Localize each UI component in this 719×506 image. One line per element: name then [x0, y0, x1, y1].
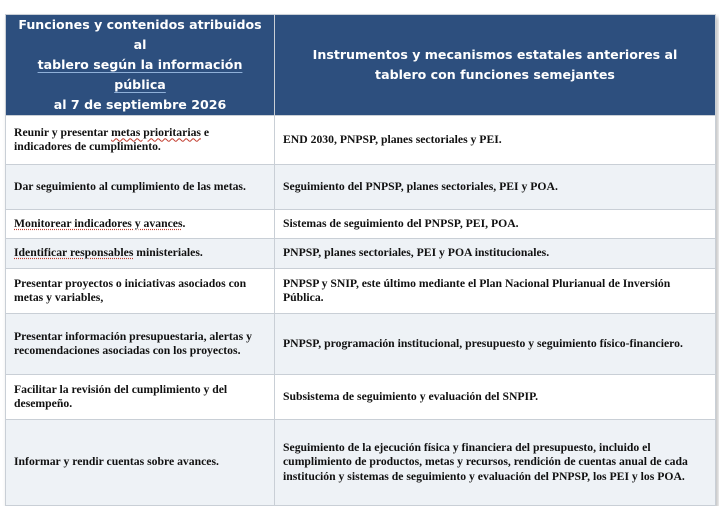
function-cell	[6, 210, 275, 239]
header-functions-line1: Funciones y contenidos atribuidos al	[18, 17, 262, 52]
function-text-pre: Reunir y presentar	[14, 125, 112, 139]
function-cell: Dar seguimiento al cumplimiento de las metas.	[6, 165, 275, 210]
table-row	[6, 314, 716, 375]
function-text-post: .	[182, 216, 186, 230]
instruments-cell: PNPSP, planes sectoriales, PEI y POA institucionales.	[275, 239, 716, 269]
table-row	[6, 210, 716, 239]
instruments-cell: Subsistema de seguimiento y evaluación del SNPIP.	[275, 375, 716, 420]
instruments-cell: Seguimiento de la ejecución física y financiera del presupuesto, incluido el cumplimiento de productos, metas y recursos, rendición de cuentas anual de cada institución y sistemas de seguimiento y evaluación del PNPSP, los PEI y los POA.	[275, 420, 716, 506]
instruments-cell: PNPSP, programación institucional, presupuesto y seguimiento físico-financiero.	[275, 314, 716, 375]
comparison-table	[5, 14, 716, 506]
document-page	[5, 14, 715, 498]
function-text-marked: Monitorear indicadores y avances	[14, 216, 183, 230]
instruments-cell: END 2030, PNPSP, planes sectoriales y PEI.	[275, 116, 716, 165]
header-functions-line2: tablero según la información pública	[37, 57, 243, 92]
function-cell: Informar y rendir cuentas sobre avances.	[6, 420, 275, 506]
function-text-post: ministeriales.	[133, 246, 203, 260]
instruments-cell: PNPSP y SNIP, este último mediante el Plan Nacional Plurianual de Inversión Pública.	[275, 269, 716, 314]
header-functions-line3: al 7 de septiembre 2026	[53, 97, 227, 112]
function-text-post: e indicadores de cumplimiento.	[14, 125, 210, 153]
table-row	[6, 165, 716, 210]
header-instruments: Instrumentos y mecanismos estatales anteriores al tablero con funciones semejantes	[275, 15, 716, 116]
table-header-row	[6, 15, 716, 116]
function-cell	[6, 239, 275, 269]
table-row	[6, 239, 716, 269]
instruments-cell: Seguimiento del PNPSP, planes sectoriales, PEI y POA.	[275, 165, 716, 210]
function-text-marked: Identificar responsables	[14, 246, 134, 260]
instruments-cell: Sistemas de seguimiento del PNPSP, PEI, POA.	[275, 210, 716, 239]
table-row	[6, 116, 716, 165]
header-functions	[6, 15, 275, 116]
function-text-marked: metas prioritarias	[111, 125, 201, 139]
function-cell: Presentar información presupuestaria, alertas y recomendaciones asociadas con los proyectos.	[6, 314, 275, 375]
table-row	[6, 420, 716, 506]
function-cell: Presentar proyectos o iniciativas asociados con metas y variables,	[6, 269, 275, 314]
table-row	[6, 375, 716, 420]
function-cell: Facilitar la revisión del cumplimiento y del desempeño.	[6, 375, 275, 420]
table-row	[6, 269, 716, 314]
function-cell	[6, 116, 275, 165]
